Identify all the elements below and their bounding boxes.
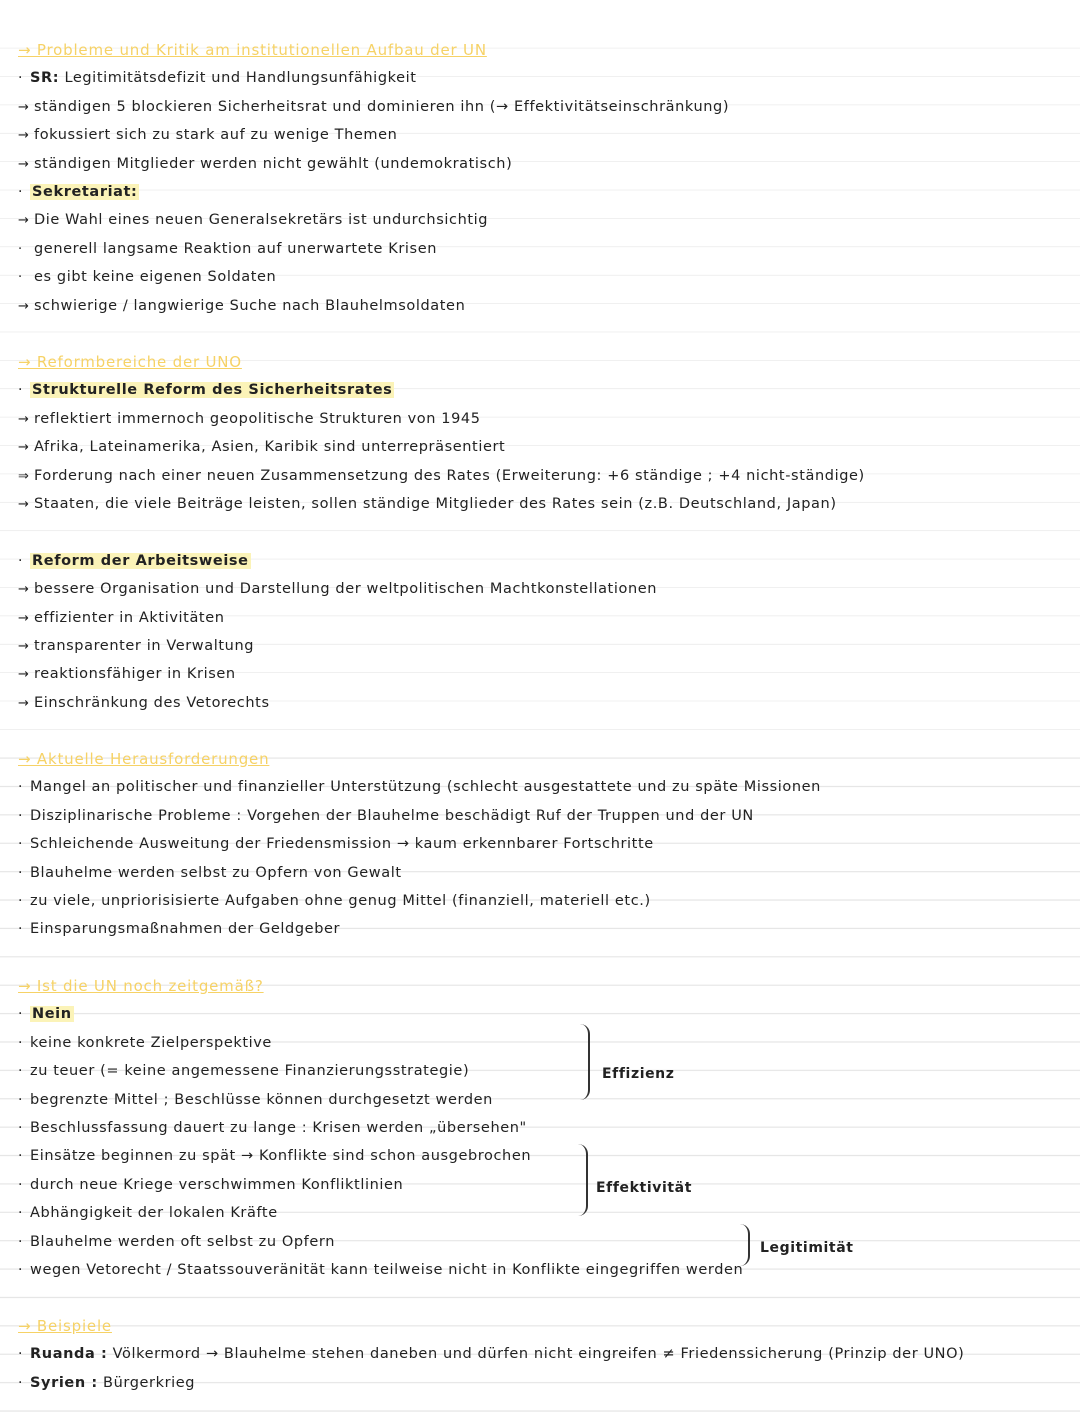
structural-item: → Afrika, Lateinamerika, Asien, Karibik sind unterrepräsentiert [18, 439, 506, 456]
relevance-item: · begrenzte Mittel ; Beschlüsse können durchgesetzt werden [18, 1091, 493, 1108]
sekretariat-item: → Die Wahl eines neuen Generalsekretärs ist undurchsichtig [18, 212, 489, 229]
relevance-item: · durch neue Kriege verschwimmen Konfliktlinien [18, 1176, 404, 1193]
sekretariat-item: · generell langsame Reaktion auf unerwartete Krisen [18, 240, 438, 257]
structural-item: ⇒ Forderung nach einer neuen Zusammensetzung des Rates (Erweiterung: +6 ständige ; +4 nicht-ständige) [18, 467, 865, 484]
brace-effektivitaet [576, 1144, 588, 1216]
problem-item: → fokussiert sich zu stark auf zu wenige Themen [18, 127, 398, 144]
challenge-item: · Schleichende Ausweitung der Friedensmission → kaum erkennbarer Fortschritte [18, 836, 654, 853]
relevance-item: · Blauhelme werden oft selbst zu Opfern [18, 1233, 335, 1250]
examples-heading: → Beispiele [18, 1317, 112, 1335]
brace-label-effizienz: Effizienz [602, 1066, 675, 1082]
relevance-item: · Beschlussfassung dauert zu lange : Krisen werden „übersehen" [18, 1119, 527, 1136]
example-item: · Ruanda : Völkermord → Blauhelme stehen daneben und dürfen nicht eingreifen ≠ Friedenssicherung (Prinzip der UNO) [18, 1346, 965, 1363]
sekretariat-item: → schwierige / langwierige Suche nach Blauhelmsoldaten [18, 297, 466, 314]
structural-item: → Staaten, die viele Beiträge leisten, sollen ständige Mitglieder des Rates sein (z.B. Deutschland, Japan) [18, 495, 837, 512]
examples-section [18, 1312, 1058, 1397]
relevance-section [18, 972, 1058, 1284]
sekretariat-label: · Sekretariat: [18, 183, 138, 200]
challenge-item: · zu viele, unpriorisisierte Aufgaben ohne genug Mittel (finanziell, materiell etc.) [18, 892, 651, 909]
relevance-item: · keine konkrete Zielperspektive [18, 1034, 272, 1051]
example-item: · Syrien : Bürgerkrieg [18, 1374, 196, 1391]
sr-label: SR: [30, 70, 60, 87]
spacer [18, 518, 1058, 546]
challenge-item: · Blauhelme werden selbst zu Opfern von Gewalt [18, 864, 402, 881]
work-item: → transparenter in Verwaltung [18, 637, 255, 654]
work-item: → bessere Organisation und Darstellung der weltpolitischen Machtkonstellationen [18, 581, 658, 598]
sr-text: Legitimitätsdefizit und Handlungsunfähigkeit [64, 70, 417, 87]
problem-item: → ständigen Mitglieder werden nicht gewählt (undemokratisch) [18, 155, 513, 172]
relevance-heading: → Ist die UN noch zeitgemäß? [18, 977, 264, 995]
relevance-item: · Einsätze beginnen zu spät → Konflikte sind schon ausgebrochen [18, 1148, 532, 1165]
relevance-item: · Abhängigkeit der lokalen Kräfte [18, 1205, 278, 1222]
brace-legitimitaet [738, 1224, 750, 1266]
brace-label-legitimitaet: Legitimität [760, 1240, 854, 1256]
relevance-item: · wegen Vetorecht / Staatssouveränität kann teilweise nicht in Konflikte eingegriffen werden [18, 1261, 744, 1278]
problem-item: → ständigen 5 blockieren Sicherheitsrat und dominieren ihn (→ Effektivitätseinschränkung) [18, 98, 730, 115]
reforms-section [18, 348, 1058, 717]
relevance-item: · zu teuer (= keine angemessene Finanzierungsstrategie) [18, 1063, 470, 1080]
sr-line: · SR: Legitimitätsdefizit und Handlungsunfähigkeit [18, 70, 417, 87]
structural-label: · Strukturelle Reform des Sicherheitsrates [18, 382, 393, 399]
problems-section [18, 36, 1058, 320]
brace-label-effektivitaet: Effektivität [596, 1180, 692, 1196]
structural-item: → reflektiert immernoch geopolitische Strukturen von 1945 [18, 410, 481, 427]
work-item: → reaktionsfähiger in Krisen [18, 666, 236, 683]
reforms-heading: → Reformbereiche der UNO [18, 353, 242, 371]
challenge-item: · Einsparungsmaßnahmen der Geldgeber [18, 921, 341, 938]
problems-heading: → Probleme und Kritik am institutionellen Aufbau der UN [18, 41, 487, 59]
relevance-answer: · Nein [18, 1006, 72, 1023]
work-item: → effizienter in Aktivitäten [18, 609, 225, 626]
work-label: · Reform der Arbeitsweise [18, 552, 249, 569]
work-item: → Einschränkung des Vetorechts [18, 694, 270, 711]
brace-effizienz [578, 1024, 590, 1100]
challenge-item: · Mangel an politischer und finanzieller Unterstützung (schlecht ausgestattete und zu späte Missionen [18, 779, 821, 796]
challenges-heading: → Aktuelle Herausforderungen [18, 750, 270, 768]
challenge-item: · Disziplinarische Probleme : Vorgehen der Blauhelme beschädigt Ruf der Truppen und der UN [18, 807, 754, 824]
challenges-section [18, 745, 1058, 944]
sekretariat-item: · es gibt keine eigenen Soldaten [18, 269, 277, 286]
